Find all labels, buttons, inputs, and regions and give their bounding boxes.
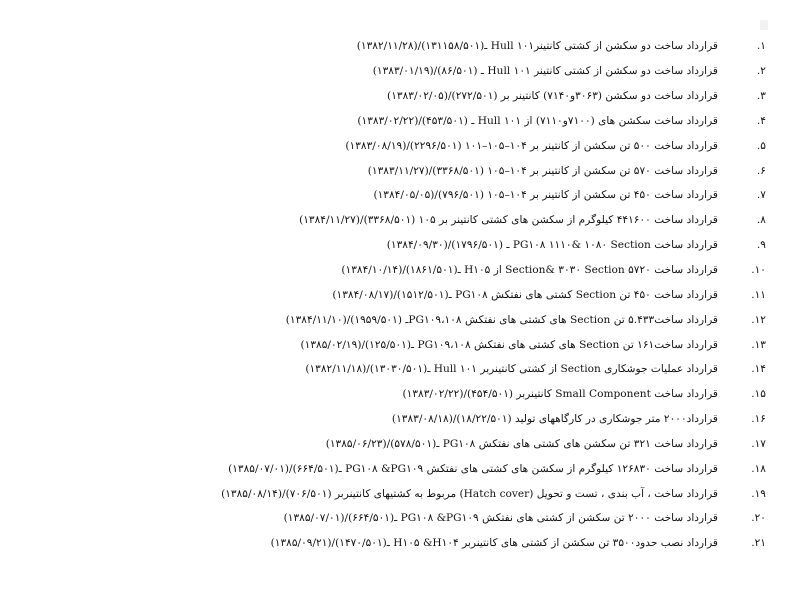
- list-item: [166, 208, 766, 233]
- item-number: ۲.: [756, 65, 766, 78]
- item-text: قرارداد ساخت ۵۰۰ تن سکشن از کانتینر بر ۱۰۴–۱۰۵–۱۰۱ (۲۲۹۶/۵۰۱)/(۱۳۸۳/۰۸/۱۹): [345, 139, 718, 152]
- item-number: ۱۶.: [751, 413, 766, 426]
- item-text: قرارداد ساخت PG۱۰۸ ۱۱۱۰& ۱۰۸۰ Section ـ (۱۷۹۶/۵۰۱)/(۱۳۸۴/۰۹/۳۰): [386, 239, 718, 252]
- item-text: قرارداد ساخت ۴۴۱۶۰۰ کیلوگرم از سکشن های کشتی کانتینر بر ۱۰۵ (۳۳۶۸/۵۰۱)/(۱۳۸۴/۱۱/۲۷): [299, 214, 718, 227]
- list-item: [166, 258, 766, 283]
- list-item: [166, 59, 766, 84]
- item-text: قرارداد ساخت ۱۲۶۸۳۰ کیلوگرم از سکشن های کشتی های نفتکش PG۱۰۸ &PG۱۰۹ ـ(۶۶۴/۵۰۱)/(۱۳۸۵/۰۷/۰۱): [228, 462, 718, 475]
- list-item: [166, 456, 766, 481]
- list-item: [166, 34, 766, 59]
- item-number: ۱۲.: [751, 313, 766, 326]
- list-item: [166, 432, 766, 457]
- item-number: ۵.: [756, 139, 766, 152]
- list-item: [166, 307, 766, 332]
- list-item: [166, 481, 766, 506]
- item-number: ۱۸.: [751, 462, 766, 475]
- item-text: قرارداد ساخت۵.۴۳۳ تن Section های کشتی های نفتکش PG۱۰۹،۱۰۸ـ (۱۹۵۹/۵۰۱)/(۱۳۸۴/۱۱/۱۰): [285, 313, 718, 326]
- corner-mark: [760, 20, 768, 30]
- list-item: [166, 133, 766, 158]
- list-item: [166, 332, 766, 357]
- contract-list: [166, 34, 766, 556]
- item-text: قرارداد ساخت Small Component کانتینربر (۴۵۴/۵۰۱)/(۱۳۸۳/۰۲/۲۲): [402, 388, 718, 401]
- item-text: قرارداد ساخت ۵۷۰ تن سکشن از کانتینر بر ۱۰۴–۱۰۵ (۳۳۶۸/۵۰۱)/(۱۳۸۳/۱۱/۲۷): [367, 164, 718, 177]
- item-text: قرارداد ساخت ۲۰۰۰ تن سکشن از کشتی های نفتکش PG۱۰۸ &PG۱۰۹ ـ(۶۶۴/۵۰۱)/(۱۳۸۵/۰۷/۰۱): [283, 512, 718, 525]
- item-number: ۱۱.: [751, 288, 766, 301]
- list-item: [166, 506, 766, 531]
- item-number: ۱۴.: [751, 363, 766, 376]
- item-text: قرارداد ساخت دو سکشن (۳۰۶۳و۷۱۴۰) کانتینر بر (۲۷۲/۵۰۱)/(۱۳۸۳/۰۲/۰۵): [387, 90, 718, 103]
- item-number: ۱.: [756, 40, 766, 53]
- item-number: ۹.: [756, 239, 766, 252]
- item-text: قرارداد نصب حدود۳۵۰۰ تن سکشن از کشتی های کانتینربر H۱۰۵ &H۱۰۴ ـ(۱۴۷۰/۵۰۱)/(۱۳۸۵/۰۹/۲۱): [270, 537, 718, 550]
- item-number: ۲۱.: [751, 537, 766, 550]
- item-number: ۱۹.: [751, 487, 766, 500]
- list-item: [166, 282, 766, 307]
- list-item: [166, 109, 766, 134]
- item-text: قرارداد ساخت۱۶۱ تن Section های کشتی های نفتکش PG۱۰۹،۱۰۸ ـ(۱۲۵/۵۰۱)/(۱۳۸۵/۰۲/۱۹): [300, 338, 718, 351]
- item-number: ۱۵.: [751, 388, 766, 401]
- item-number: ۱۷.: [751, 437, 766, 450]
- item-text: قرارداد ساخت دو سکشن از کشتی کانتینر ۱۰۱ Hull ـ (۸۶/۵۰۱)/(۱۳۸۳/۰۱/۱۹): [372, 65, 718, 78]
- item-text: قرارداد ساخت ۴۵۰ تن سکشن از کانتینر بر ۱۰۴–۱۰۵ (۷۹۶/۵۰۱)/(۱۳۸۴/۰۵/۰۵): [373, 189, 718, 202]
- item-number: ۴.: [756, 114, 766, 127]
- item-text: قرارداد ساخت ۳۲۱ تن سکشن های کشتی های نفتکش PG۱۰۸ ـ(۵۷۸/۵۰۱)/(۱۳۸۵/۰۶/۲۳): [325, 437, 718, 450]
- item-text: قرارداد ساخت ۵۷۲۰ Section& ۳۰۳۰ Section از H۱۰۵ ـ(۱۸۶۱/۵۰۱)/(۱۳۸۴/۱۰/۱۴): [341, 264, 718, 277]
- item-number: ۸.: [756, 214, 766, 227]
- list-item: [166, 382, 766, 407]
- item-number: ۳.: [756, 90, 766, 103]
- list-item: [166, 183, 766, 208]
- item-text: قرارداد ساخت سکشن های (۷۱۰۰و۷۱۱۰) از ۱۰۱ Hull ـ (۴۵۳/۵۰۱)/(۱۳۸۳/۰۲/۲۲): [357, 114, 718, 127]
- list-item: [166, 407, 766, 432]
- list-item: [166, 84, 766, 109]
- list-item: [166, 531, 766, 556]
- item-text: قرارداد ساخت دو سکشن از کشتی کانتینر۱۰۱ Hull ـ(۱۳۱۱۵۸/۵۰۱)/(۱۳۸۲/۱۱/۲۸): [356, 40, 718, 53]
- item-number: ۶.: [756, 164, 766, 177]
- item-text: قرارداد ساخت ، آب بندی ، تست و تحویل (Hatch cover) مربوط به کشتیهای کانتینربر (۷۰۶/۵۰۱)/(۱۳۸۵/۰۸/۱۴): [221, 487, 718, 500]
- item-number: ۷.: [756, 189, 766, 202]
- list-item: [166, 233, 766, 258]
- item-number: ۲۰.: [751, 512, 766, 525]
- item-number: ۱۳.: [751, 338, 766, 351]
- item-text: قرارداد ساخت ۴۵۰ تن Section کشتی های نفتکش PG۱۰۸ ـ(۱۵۱۲/۵۰۱)/(۱۳۸۴/۰۸/۱۷): [332, 288, 718, 301]
- item-number: ۱۰.: [751, 264, 766, 277]
- item-text: قرارداد عملیات جوشکاری Section از کشتی کانتینربر ۱۰۱ Hull ـ(۱۳۰۳۰/۵۰۱)/(۱۳۸۲/۱۱/۱۸): [305, 363, 718, 376]
- list-item: [166, 357, 766, 382]
- item-text: قرارداد۲۰۰۰ متر جوشکاری در کارگاههای تولید (۱۸/۲۲/۵۰۱)/(۱۳۸۳/۰۸/۱۸): [391, 413, 718, 426]
- list-item: [166, 158, 766, 183]
